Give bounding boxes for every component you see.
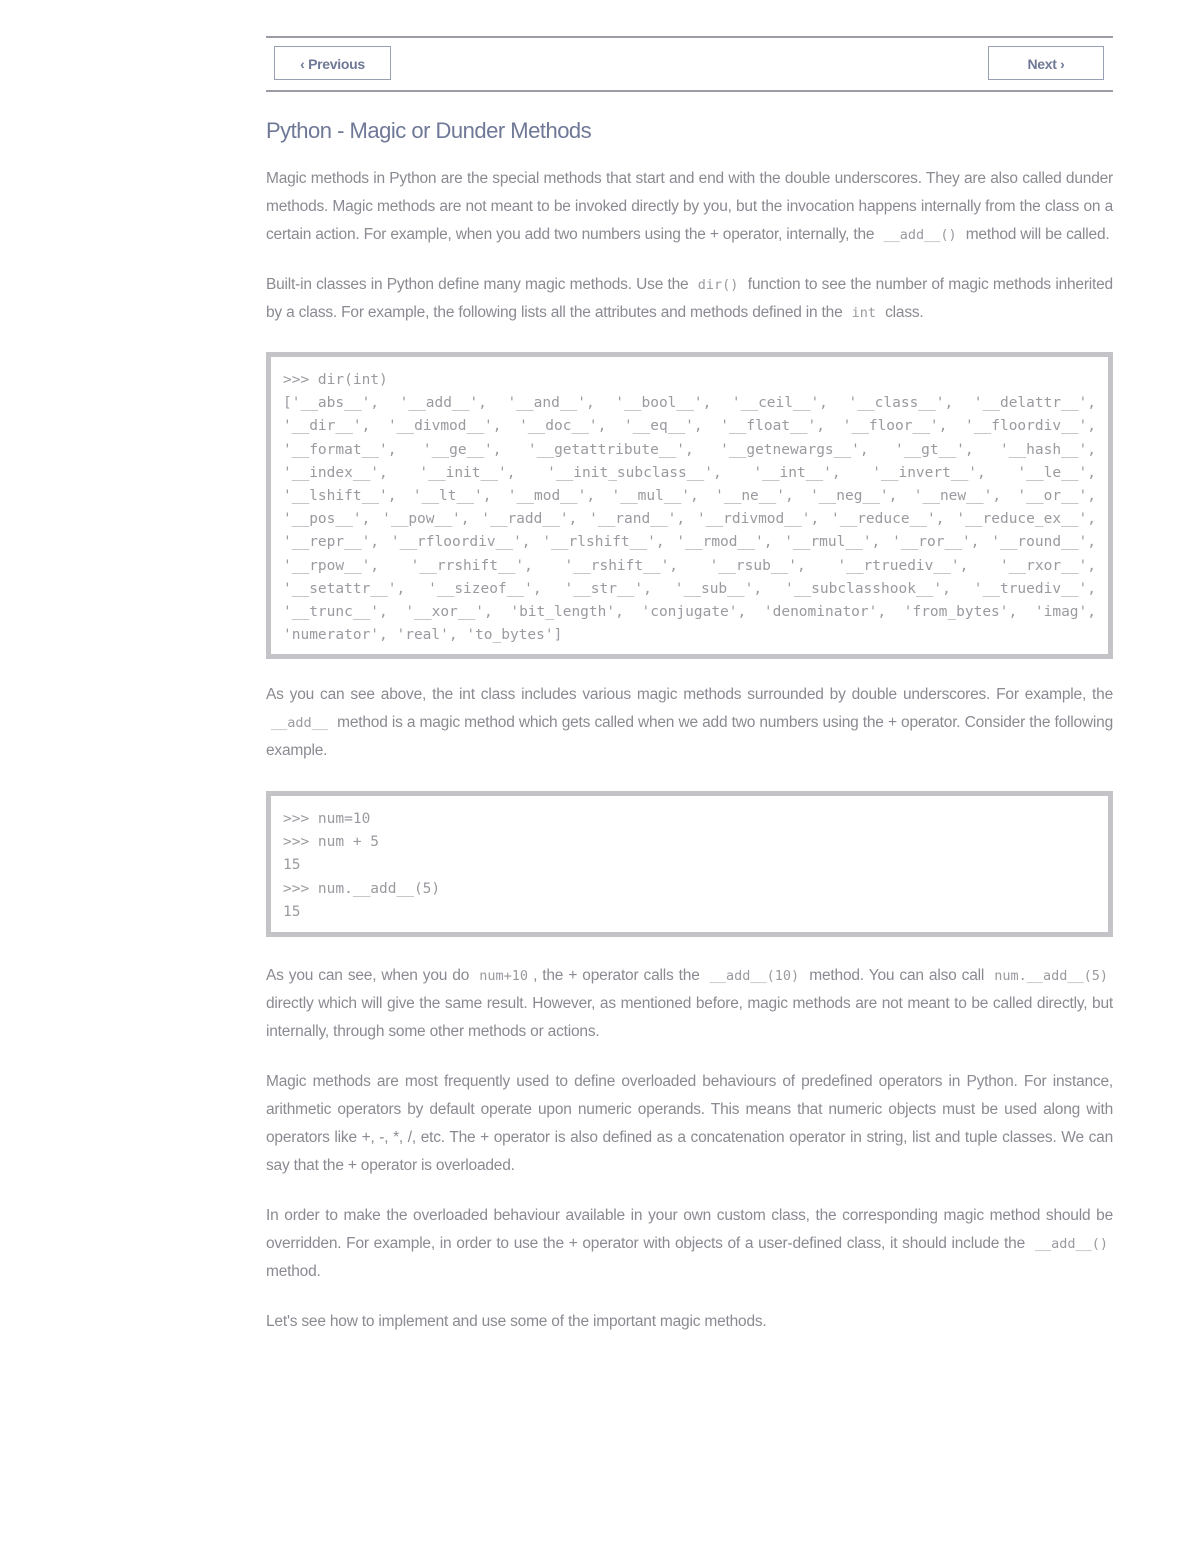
closing-paragraph: Let's see how to implement and use some of the important magic methods. [266, 1313, 767, 1330]
intro-text-2: method will be called. [965, 226, 1110, 243]
builtin-paragraph [266, 271, 1113, 327]
article [266, 36, 1113, 1336]
intro-paragraph [266, 165, 1113, 249]
previous-button[interactable]: ‹ Previous [274, 46, 391, 80]
code-block-dir-int: >>> dir(int) ['__abs__', '__add__', '__and__', '__bool__', '__ceil__', '__class__', '__delattr__', '__dir__', '__divmod__', '__doc__', '__eq__', '__float__', '__floor__', '__floordiv__', '__format__', '__ge__', '__getattribute__', '__getnewargs__', '__gt__', '__hash__', '__index__', '__init__', '__init_subclass__', '__int__', '__invert__', '__le__', '__lshift__', '__lt__', '__mod__', '__mul__', '__ne__', '__neg__', '__new__', '__or__', '__pos__', '__pow__', '__radd__', '__rand__', '__rdivmod__', '__reduce__', '__reduce_ex__', '__repr__', '__rfloordiv__', '__rlshift__', '__rmod__', '__rmul__', '__ror__', '__round__', '__rpow__', '__rrshift__', '__rshift__', '__rsub__', '__rtruediv__', '__rxor__', '__setattr__', '__sizeof__', '__str__', '__sub__', '__subclasshook__', '__truediv__', '__trunc__', '__xor__', 'bit_length', 'conjugate', 'denominator', 'from_bytes', 'imag', 'numerator', 'real', 'to_bytes'] [266, 352, 1113, 659]
inline-code: __add__(10) [709, 968, 800, 984]
page-title: Python - Magic or Dunder Methods [266, 118, 592, 143]
direct-call-text-3: method. You can also call [809, 967, 985, 984]
inline-code: __add__ [271, 715, 328, 731]
intro-text-1: Magic methods in Python are the special methods that start and end with the double underscores. They are also called dunder methods. Magic methods are not meant to be invoked directly by you, but the invocation happens internally from the class on a certain action. For example, when you add two numbers using the + operator, internally, the [266, 170, 1113, 243]
explanation-paragraph [266, 681, 1113, 765]
custom-class-paragraph [266, 1202, 1113, 1286]
pager-nav [266, 36, 1113, 92]
code-block-add-example: >>> num=10 >>> num + 5 15 >>> num.__add__(5) 15 [266, 791, 1113, 937]
builtin-text-2: function to see the number of magic methods inherited by a class. For example, the following lists all the attributes and methods defined in the [266, 276, 1113, 321]
custom-class-text-1: In order to make the overloaded behaviour available in your own custom class, the corresponding magic method should be overridden. For example, in order to use the + operator with objects of a user-defined class, it should include the [266, 1207, 1113, 1252]
inline-code: dir() [697, 277, 739, 293]
inline-code: __add__() [1034, 1236, 1108, 1252]
inline-code: int [851, 305, 876, 321]
next-button[interactable]: Next › [988, 46, 1104, 80]
explanation-text-2: method is a magic method which gets called when we add two numbers using the + operator. Consider the following example. [266, 714, 1113, 759]
builtin-text-3: class. [885, 304, 924, 321]
custom-class-text-2: method. [266, 1263, 321, 1280]
builtin-text-1: Built-in classes in Python define many magic methods. Use the [266, 276, 689, 293]
direct-call-text-1: As you can see, when you do [266, 967, 470, 984]
direct-call-paragraph [266, 962, 1113, 1046]
inline-code: num.__add__(5) [994, 968, 1109, 984]
direct-call-text-2: , the + operator calls the [533, 967, 700, 984]
overloading-paragraph: Magic methods are most frequently used to define overloaded behaviours of predefined operators in Python. For instance, arithmetic operators by default operate upon numeric operands. This means that numeric objects must be used along with operators like +, -, *, /, etc. The + operator is also defined as a concatenation operator in string, list and tuple classes. We can say that the + operator is overloaded. [266, 1073, 1113, 1174]
explanation-text-1: As you can see above, the int class includes various magic methods surrounded by double underscores. For example, the [266, 686, 1113, 703]
direct-call-text-4: directly which will give the same result. However, as mentioned before, magic methods are not meant to be called directly, but internally, through some other methods or actions. [266, 995, 1113, 1040]
inline-code: __add__() [883, 227, 957, 243]
inline-code: num+10 [479, 968, 529, 984]
